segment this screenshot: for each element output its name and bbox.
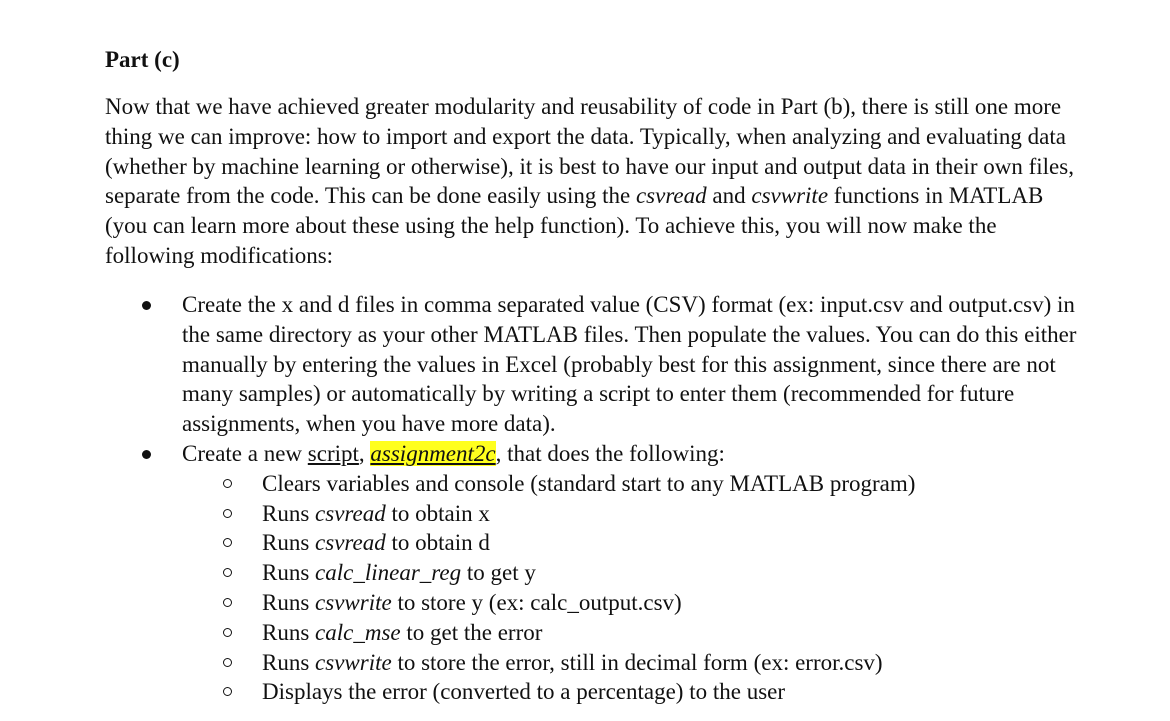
function-name: csvwrite	[315, 649, 392, 675]
hollow-circle-bullet-icon	[223, 568, 232, 577]
hollow-circle-bullet-icon	[223, 479, 232, 488]
sub-item-read-x	[0, 499, 1170, 529]
sub-item-text-part: Runs	[262, 619, 316, 645]
paragraph-line	[105, 181, 1145, 211]
sub-item-text-part: Runs	[262, 649, 316, 675]
hollow-circle-bullet-icon	[223, 598, 232, 607]
bullet-text	[182, 439, 1142, 469]
bullet-text-part: Create a new	[182, 440, 308, 466]
function-name-csvwrite: csvwrite	[751, 183, 829, 209]
bullet-line: manually by entering the values in Excel (probably best for this assignment, since there are not	[182, 351, 1056, 377]
sub-item-text-part: to store the error, still in decimal form (ex: error.csv)	[391, 649, 883, 675]
sub-item-display-error	[0, 677, 1170, 707]
bullet-text-part: , that does the following:	[495, 440, 725, 466]
bullet-line	[182, 439, 1142, 469]
sub-item-text-part: to get the error	[400, 619, 543, 645]
function-name: csvread	[315, 500, 386, 526]
paragraph-text: and	[706, 183, 752, 209]
hollow-circle-bullet-icon	[223, 628, 232, 637]
bullet-text	[182, 290, 1142, 439]
function-name: calc_mse	[315, 619, 401, 645]
sub-item-text	[262, 648, 883, 678]
bullet-list	[0, 290, 1170, 707]
function-name: calc_linear_reg	[315, 560, 462, 586]
sub-item-linear-reg	[0, 558, 1170, 588]
sub-item-write-y	[0, 588, 1170, 618]
script-word: script	[307, 440, 359, 466]
sub-item-text	[262, 588, 682, 618]
bullet-dot-icon	[142, 301, 151, 310]
sub-item-text	[262, 528, 490, 558]
bullet-item-create-script	[0, 439, 1170, 469]
intro-paragraph	[105, 92, 1145, 271]
function-name: csvwrite	[315, 589, 392, 615]
function-name-csvread: csvread	[635, 183, 707, 209]
sub-item-write-error	[0, 648, 1170, 678]
sub-item-text-part: Runs	[262, 530, 316, 556]
bullet-item-create-csv-files	[0, 290, 1170, 439]
bullet-text-part: ,	[358, 440, 371, 466]
sub-item-text-part: to store y (ex: calc_output.csv)	[391, 589, 682, 615]
paragraph-line: (you can learn more about these using the help function). To achieve this, you will now make the	[105, 213, 997, 239]
bullet-line: assignments, when you have more data).	[182, 411, 556, 437]
sub-item-calc-mse	[0, 618, 1170, 648]
paragraph-line: (whether by machine learning or otherwise), it is best to have our input and output data in their own files,	[105, 153, 1074, 179]
sub-item-clear-variables	[0, 469, 1170, 499]
function-name: csvread	[315, 530, 386, 556]
bullet-dot-icon	[142, 450, 151, 459]
hollow-circle-bullet-icon	[223, 687, 232, 696]
section-heading: Part (c)	[105, 47, 180, 72]
hollow-circle-bullet-icon	[223, 538, 232, 547]
bullet-line: many samples) or automatically by writing a script to enter them (recommended for future	[182, 381, 1015, 407]
paragraph-line: thing we can improve: how to import and export the data. Typically, when analyzing and evaluating data	[105, 123, 1066, 149]
bullet-line: the same directory as your other MATLAB files. Then populate the values. You can do this either	[182, 321, 1077, 347]
sub-item-text	[262, 499, 490, 529]
hollow-circle-bullet-icon	[223, 509, 232, 518]
sub-item-text: Clears variables and console (standard start to any MATLAB program)	[262, 470, 916, 496]
sub-item-text-part: to obtain x	[385, 500, 490, 526]
sub-item-text-part: Runs	[262, 500, 316, 526]
sub-item-text-part: Runs	[262, 589, 316, 615]
paragraph-text: functions in MATLAB	[828, 183, 1044, 209]
sub-item-text-part: Runs	[262, 560, 316, 586]
hollow-circle-bullet-icon	[223, 658, 232, 667]
sub-item-text-part: to get y	[461, 560, 536, 586]
sub-item-text-part: to obtain d	[385, 530, 490, 556]
sub-item-text: Displays the error (converted to a percentage) to the user	[262, 679, 786, 705]
paragraph-line: Now that we have achieved greater modularity and reusability of code in Part (b), there is still one more	[105, 94, 1062, 119]
sub-item-text	[262, 558, 536, 588]
script-name-highlight: assignment2c	[370, 440, 496, 466]
sub-item-read-d	[0, 528, 1170, 558]
sub-item-text	[262, 618, 542, 648]
bullet-line: Create the x and d files in comma separated value (CSV) format (ex: input.csv and output.csv) in	[182, 292, 1075, 317]
paragraph-text: separate from the code. This can be done easily using the	[105, 183, 636, 209]
paragraph-line: following modifications:	[105, 242, 334, 268]
